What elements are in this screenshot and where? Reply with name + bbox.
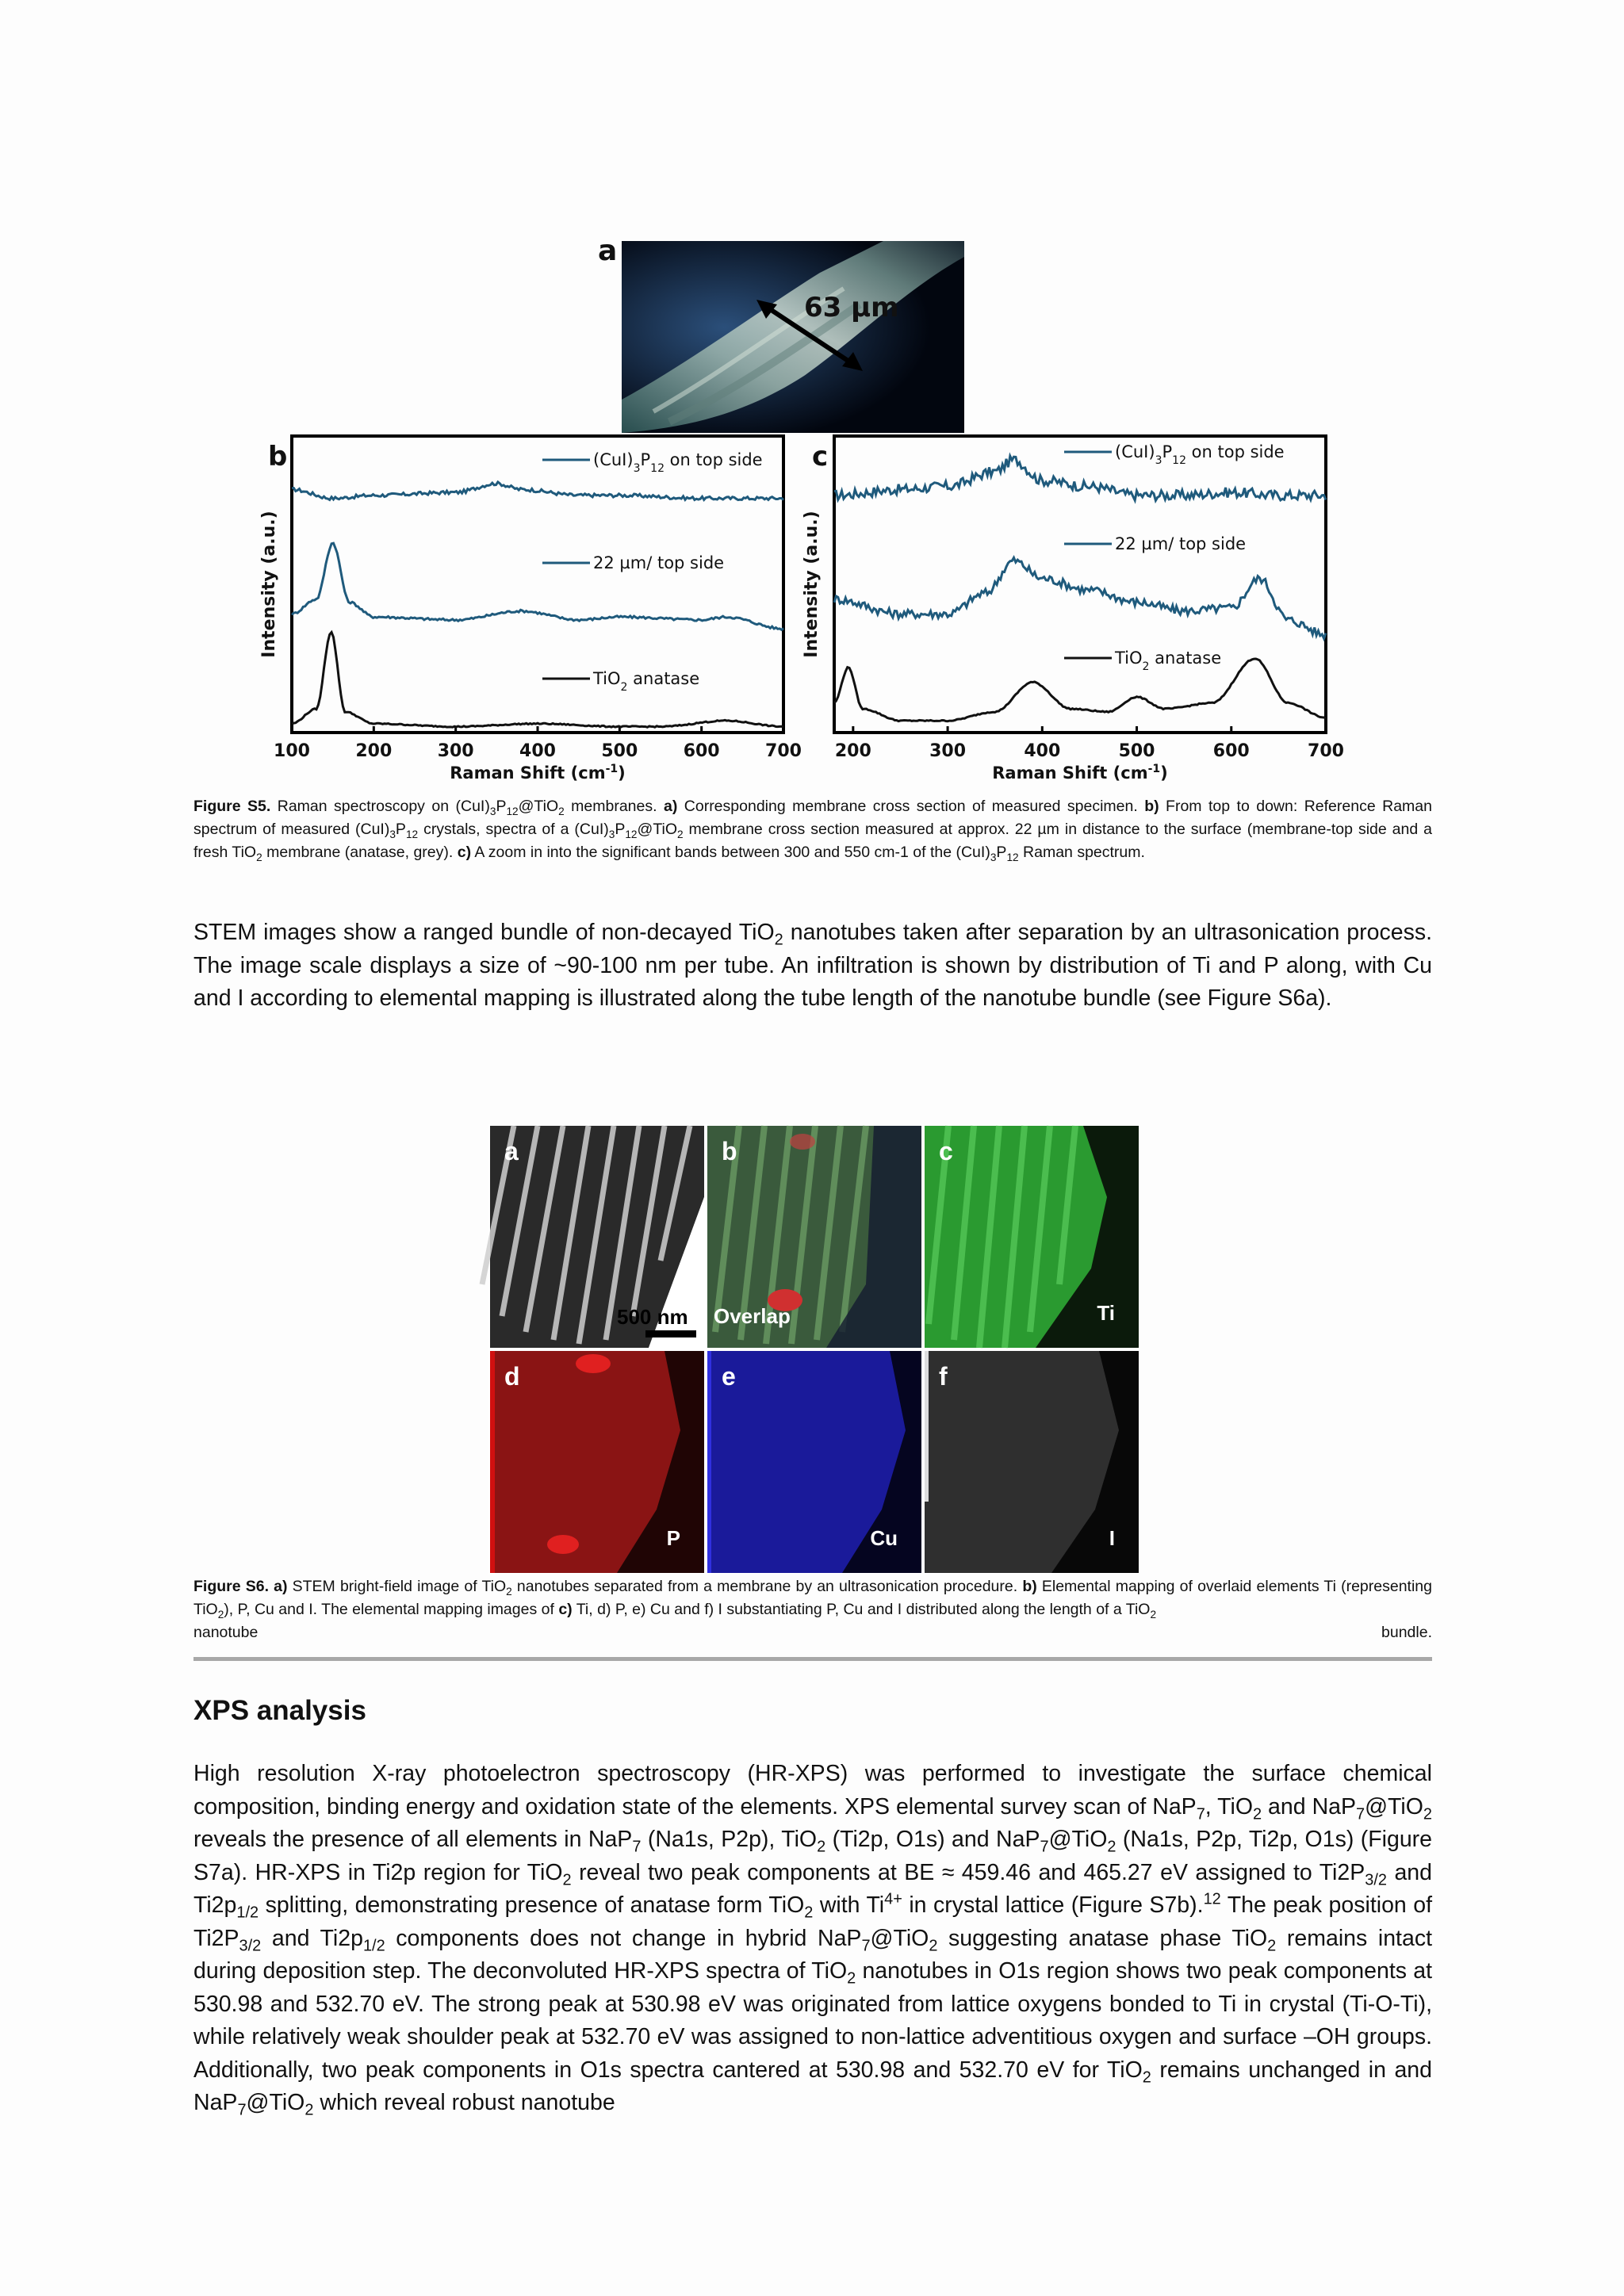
scale-bar-label: 500 nm [617,1305,688,1329]
xps-sub: 7 [1196,1805,1205,1823]
caption-text: P [395,821,406,838]
x-axis-label: Raman Shift $(cm^{-1})$ [992,763,1168,783]
tile-f-i [925,1351,1139,1573]
ti-element-label: Ti [1097,1301,1115,1325]
x-tick-label: 500 [601,741,638,761]
xps-heading: XPS analysis [193,1695,366,1726]
caption-text: Raman spectroscopy on (CuI) [270,798,490,815]
membrane-cross-section-image [622,241,964,433]
caption-text: Corresponding membrane cross section of measured specimen. [677,798,1145,815]
legend-label: 22 µm/ top side [1115,534,1247,553]
x-tick-label: 700 [1308,741,1344,761]
xps-sub: 3/2 [1365,1871,1387,1889]
xps-sup: 4+ [884,1890,902,1908]
xps-text: reveals the presence of all elements in NaP [193,1827,633,1852]
xps-text: nanotubes in O1s region shows two peak components at 530.98 and 532.70 eV. The strong peak at 530.98 eV was originated from lattice oxygens bonded to Ti in crystal (Ti-O-Ti), while relatively weak shoulder peak at 532.70 eV was assigned to non-lattice adventitious oxygen and surface –OH groups. Additionally, two peak components in O1s spectra cantered at 530.98 and 532.70 eV for TiO [193,1958,1433,2083]
caption-text: @TiO [637,821,678,838]
panel-b-label: b [268,441,288,473]
xps-text: @TiO [1365,1793,1423,1820]
overlap-label: Overlap [714,1304,791,1328]
legend-label: TiO$_2$ anatase [1115,649,1222,673]
xps-text: with Ti [813,1892,885,1918]
caption-sub: 3 [389,828,396,840]
xps-text: and Ti2p [193,1859,1433,1918]
caption-sub: 12 [405,828,419,840]
caption-text: Ti, d) P, e) Cu and f) I substantiating P, Cu and I distributed along the length of a TiO [572,1601,1151,1618]
xps-text: and Ti2p [261,1925,363,1951]
caption-text: membranes. [564,798,664,815]
section-divider [193,1657,1432,1661]
xps-text: which reveal robust nanotube [313,2090,615,2115]
raman-plot-b [238,428,809,793]
xps-text: suggesting anatase phase TiO [937,1925,1268,1951]
caption-text: membrane cross section measured at approx. 22 µm in distance to the surface (membrane-top side and a fresh TiO [193,821,1432,861]
xps-text: remains intact during deposition step. The deconvoluted HR-XPS spectra of TiO [193,1925,1432,1984]
xps-text: , TiO [1205,1793,1254,1820]
caption-text: P [615,821,626,838]
caption-bold: c) [457,844,472,861]
x-tick-label: 400 [519,741,556,761]
xps-text: reveal two peak components at BE ≈ 459.46 and 465.27 eV assigned to Ti2P [571,1859,1365,1885]
paragraph-sub: 2 [774,931,783,949]
tile-d-label: d [504,1362,520,1391]
caption-text-end: bundle. [1381,1624,1432,1641]
caption-sub: 12 [506,805,519,817]
tile-c-ti [925,1126,1139,1348]
spectrum-line-3 [292,633,783,728]
legend-label: TiO$_2$ anatase [593,669,700,694]
xps-text: (Na1s, P2p, Ti2p, O1s) (Figure S7a). HR-XPS in Ti2p region for TiO [193,1827,1433,1885]
x-axis-label: Raman Shift $(cm^{-1})$ [450,763,626,783]
spectrum-line-1 [834,456,1326,500]
caption-sub: 3 [990,851,997,863]
caption-text: A zoom in into the significant bands between 300 and 550 cm-1 of the (CuI) [471,844,990,861]
x-tick-label: 600 [683,741,720,761]
xps-sub: 1/2 [362,1937,385,1955]
caption-sub: 12 [1006,851,1019,863]
xps-sub: 2 [847,1969,856,1988]
xps-text: (Ti2p, O1s) and NaP [825,1827,1040,1852]
xps-text: @TiO [870,1925,929,1951]
figure-s5-caption [193,795,1432,864]
xps-sub: 7 [632,1838,642,1856]
caption-text: nanotube [193,1624,259,1641]
caption-text: membrane (anatase, grey). [262,844,458,861]
panel-c-label: c [812,441,829,473]
caption-sub: 2 [677,828,684,840]
caption-text: P [496,798,507,815]
tile-d-p [490,1351,704,1573]
legend-label: 22 µm/ top side [593,553,725,572]
tile-a-label: a [504,1137,519,1165]
figure-s6-grid [488,1124,1139,1575]
caption-sub: 3 [608,828,615,840]
raman-plot-c [785,428,1344,793]
p-element-label: P [666,1526,680,1550]
x-tick-label: 200 [834,741,871,761]
scale-annotation-63um: 63 µm [804,292,899,323]
caption-sub: 2 [558,805,565,817]
xps-sub: 7 [861,1937,871,1955]
legend-label: $(CuI)_3P_{12}$ on top side [593,450,763,475]
xps-sub: 2 [929,1937,938,1955]
caption-s6-title: Figure S6. a) [193,1578,288,1595]
xps-sub: 2 [1267,1937,1277,1955]
y-axis-label: Intensity (a.u.) [259,511,279,658]
xps-text: components does not change in hybrid NaP [385,1925,862,1951]
xps-sub: 2 [817,1838,826,1856]
xps-sub: 2 [1107,1838,1116,1856]
panel-a-label: a [598,235,618,267]
x-tick-label: 600 [1212,741,1250,761]
xps-text: remains unchanged in and NaP [193,2057,1433,2115]
caption-text: P [996,844,1007,861]
caption-sub: 3 [489,805,496,817]
xps-sub: 2 [562,1871,572,1889]
caption-sub: 2 [506,1585,512,1598]
caption-text: STEM bright-field image of TiO [287,1578,507,1595]
spectrum-line-3 [834,659,1326,721]
caption-bold: a) [663,798,678,815]
figure-s6-caption [193,1575,1432,1644]
xps-sub: 7 [237,2101,247,2119]
xps-sub: 2 [1253,1805,1262,1823]
caption-text: @TiO [518,798,559,815]
x-tick-label: 400 [1024,741,1061,761]
tile-b-label: b [722,1137,737,1165]
paragraph-text: nanotubes taken after separation by an ultrasonication process. The image scale displays a size of ~90-100 nm per tube. An infiltration is shown by distribution of Ti and P along, with Cu and I according to elemental mapping is illustrated along the tube length of the nanotube bundle (see Figure S6a). [193,920,1432,1011]
cu-element-label: Cu [870,1526,898,1550]
xps-sub: 2 [1423,1805,1432,1823]
plot-frame [292,436,783,733]
xps-text: in crystal lattice (Figure S7b). [902,1892,1204,1918]
caption-bold: b) [1022,1578,1037,1595]
tile-a-brightfield [490,1126,704,1348]
xps-text: High resolution X-ray photoelectron spectroscopy (HR-XPS) was performed to investigate the surface chemical composition, binding energy and oxidation state of the elements. XPS elemental survey scan of NaP [193,1761,1432,1820]
i-map [925,1351,1139,1573]
xps-paragraph [193,1758,1432,2120]
x-tick-label: 300 [437,741,474,761]
legend-label: $(CuI)_3P_{12}$ on top side [1115,442,1285,467]
y-axis-label: Intensity (a.u.) [802,511,822,658]
spectrum-line-1 [292,482,783,500]
xps-sub: 2 [304,2101,314,2119]
xps-text: The peak position of Ti2P [193,1892,1432,1951]
xps-text: @TiO [246,2090,305,2115]
tile-e-cu [707,1351,921,1573]
xps-citation: 12 [1203,1890,1221,1908]
caption-sub: 2 [256,851,262,863]
xps-text: (Na1s, P2p), TiO [641,1827,818,1852]
caption-text: Elemental mapping of overlaid elements Ti (representing TiO [193,1578,1432,1618]
tile-c-label: c [939,1137,953,1165]
spectrum-line-2 [834,557,1326,638]
tile-f-label: f [939,1362,948,1391]
x-tick-label: 500 [1118,741,1155,761]
xps-sub: 1/2 [236,1904,259,1922]
caption-bold: b) [1144,798,1159,815]
tile-b-overlap [707,1126,921,1348]
caption-text: nanotubes separated from a membrane by an ultrasonication procedure. [511,1578,1023,1595]
caption-text: ), P, Cu and I. The elemental mapping images of [224,1601,559,1618]
caption-text: Raman spectrum. [1018,844,1145,861]
i-element-label: I [1109,1526,1115,1550]
x-tick-label: 300 [929,741,967,761]
caption-text: From top to down: Reference Raman spectrum of measured (CuI) [193,798,1432,838]
tile-e-label: e [722,1362,736,1391]
caption-s5-title: Figure S5. [193,798,271,815]
xps-sub: 2 [804,1904,814,1922]
xps-text: and NaP [1262,1793,1357,1820]
xps-sub: 7 [1040,1838,1049,1856]
caption-text: crystals, spectra of a (CuI) [418,821,609,838]
x-tick-label: 200 [355,741,393,761]
xps-text: @TiO [1048,1827,1108,1852]
x-tick-label: 100 [274,741,310,761]
x-tick-label: 700 [765,741,802,761]
caption-sub: 2 [1150,1608,1157,1621]
paragraph-text: STEM images show a ranged bundle of non-decayed TiO [193,920,775,945]
caption-sub: 12 [625,828,638,840]
xps-text: splitting, demonstrating presence of anatase form TiO [259,1892,805,1918]
xps-sub: 7 [1356,1805,1365,1823]
caption-bold: c) [558,1601,573,1618]
xps-sub: 2 [1142,2068,1151,2087]
stem-paragraph [193,916,1432,1016]
xps-sub: 3/2 [239,1937,262,1955]
caption-sub: 2 [217,1608,224,1621]
